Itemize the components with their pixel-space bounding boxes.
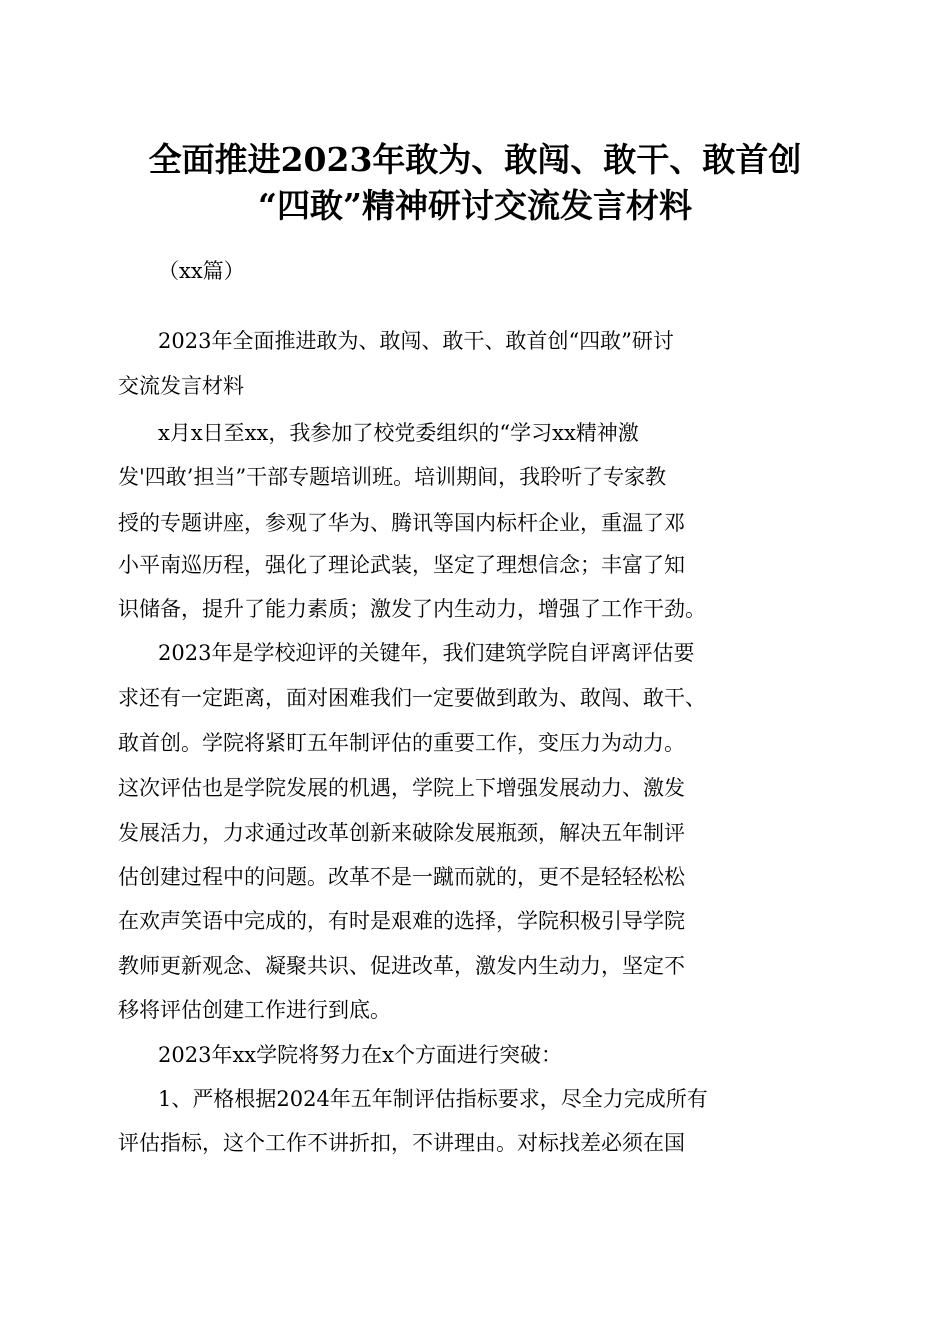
paragraph-line: 识储备，提升了能力素质；激发了内生动力，增强了工作干劲。 [118,597,706,621]
paragraph-line: 2023年全面推进敢为、敢闯、敢干、敢首创“四敢”研讨 [158,329,674,353]
paragraph-line: 2023年是学校迎评的关键年，我们建筑学院自评离评估要 [158,641,695,665]
paragraph-line: 求还有一定距离，面对困难我们一定要做到敢为、敢闯、敢干、 [118,686,706,710]
paragraph-line: 小平南巡历程，强化了理论武装，坚定了理想信念；丰富了知 [118,553,685,577]
paragraph-line: 1、严格根据2024年五年制评估指标要求，尽全力完成所有 [158,1087,708,1111]
paragraph-line: 估创建过程中的问题。改革不是一蹴而就的，更不是轻轻松松 [118,865,685,889]
paragraph-line: 这次评估也是学院发展的机遇，学院上下增强发展动力、激发 [118,776,685,800]
paragraph-line: 发'四敢’担当”干部专题培训班。培训期间，我聆听了专家教 [118,465,667,489]
paragraph-line: x月x日至xx，我参加了校党委组织的“学习xx精神激 [158,421,639,445]
document-title-line-2: “四敢”精神研讨交流发言材料 [258,186,692,225]
document-title-line-1: 全面推进2023年敢为、敢闯、敢干、敢首创 [148,140,802,179]
paragraph-line: 移将评估创建工作进行到底。 [118,998,391,1022]
paragraph-line: 敢首创。学院将紧盯五年制评估的重要工作，变压力为动力。 [118,731,685,755]
paragraph-line: 交流发言材料 [118,374,244,398]
paragraph-line: 发展活力，力求通过改革创新来破除发展瓶颈，解决五年制评 [118,821,685,845]
paragraph-line: 2023年xx学院将努力在x个方面进行突破： [158,1043,562,1067]
section-label: （xx篇） [158,259,245,283]
paragraph-line: 在欢声笑语中完成的，有时是艰难的选择，学院积极引导学院 [118,909,685,933]
paragraph-line: 授的专题讲座，参观了华为、腾讯等国内标杆企业，重温了邓 [118,511,685,535]
paragraph-line: 评估指标，这个工作不讲折扣，不讲理由。对标找差必须在国 [118,1131,685,1155]
paragraph-line: 教师更新观念、凝聚共识、促进改革，激发内生动力，坚定不 [118,954,685,978]
